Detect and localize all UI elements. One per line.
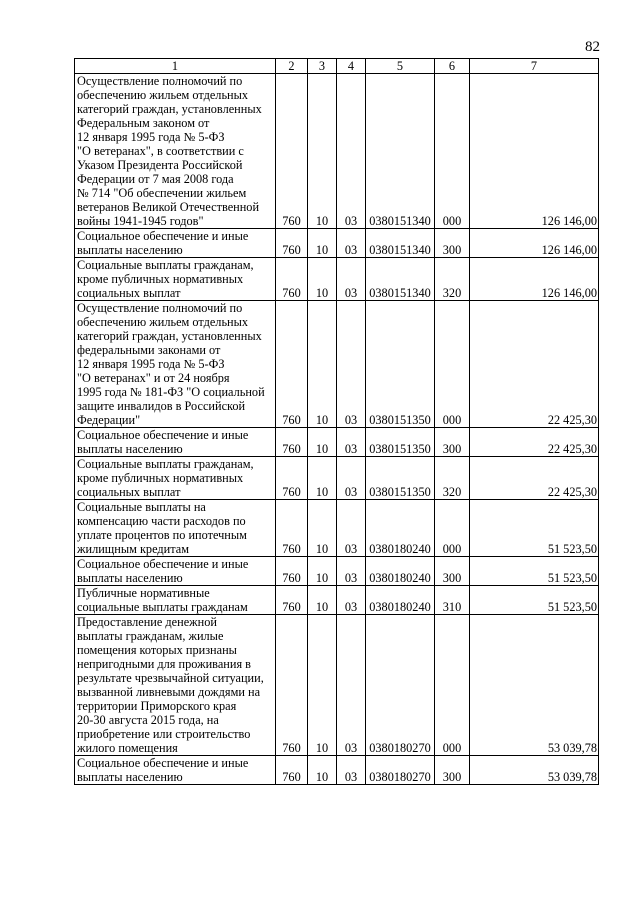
row-subsection-cell: 03 — [337, 586, 366, 615]
row-name-cell: Социальные выплаты гражданам, кроме публичных нормативных социальных выплат — [75, 457, 276, 500]
row-amount-cell: 126 146,00 — [470, 258, 599, 301]
row-name-cell: Осуществление полномочий по обеспечению жильем отдельных категорий граждан, установленных федеральными законами от 12 января 1995 года № 5-ФЗ "О ветеранах" и от 24 ноября 1995 года № 181-ФЗ "О социальной защите инвалидов в Российской Федерации" — [75, 301, 276, 428]
table-row — [75, 74, 599, 229]
row-expense-type-cell: 300 — [435, 557, 470, 586]
row-target-code-cell: 0380151340 — [366, 74, 435, 229]
row-grbs-cell: 760 — [276, 301, 308, 428]
row-expense-type-cell: 320 — [435, 258, 470, 301]
header-col-3: 3 — [308, 59, 337, 74]
row-amount-cell: 22 425,30 — [470, 301, 599, 428]
table-header — [75, 59, 599, 74]
row-target-code-cell: 0380151340 — [366, 229, 435, 258]
row-section-cell: 10 — [308, 586, 337, 615]
row-name-cell: Публичные нормативные социальные выплаты гражданам — [75, 586, 276, 615]
row-amount-cell: 51 523,50 — [470, 557, 599, 586]
page-number: 82 — [585, 39, 600, 55]
table-row — [75, 258, 599, 301]
row-subsection-cell: 03 — [337, 301, 366, 428]
row-expense-type-cell: 310 — [435, 586, 470, 615]
row-target-code-cell: 0380151340 — [366, 258, 435, 301]
row-grbs-cell: 760 — [276, 500, 308, 557]
budget-table — [74, 58, 599, 785]
table-row — [75, 756, 599, 785]
header-col-6: 6 — [435, 59, 470, 74]
header-col-2: 2 — [276, 59, 308, 74]
row-amount-cell: 53 039,78 — [470, 615, 599, 756]
row-section-cell: 10 — [308, 229, 337, 258]
header-col-1: 1 — [75, 59, 276, 74]
row-subsection-cell: 03 — [337, 258, 366, 301]
row-target-code-cell: 0380151350 — [366, 457, 435, 500]
row-name-cell: Социальное обеспечение и иные выплаты населению — [75, 557, 276, 586]
table-row — [75, 457, 599, 500]
row-expense-type-cell: 300 — [435, 756, 470, 785]
row-section-cell: 10 — [308, 258, 337, 301]
row-subsection-cell: 03 — [337, 74, 366, 229]
row-name-cell: Социальное обеспечение и иные выплаты населению — [75, 229, 276, 258]
row-grbs-cell: 760 — [276, 557, 308, 586]
row-subsection-cell: 03 — [337, 756, 366, 785]
row-amount-cell: 22 425,30 — [470, 457, 599, 500]
row-grbs-cell: 760 — [276, 229, 308, 258]
table-row — [75, 229, 599, 258]
row-amount-cell: 126 146,00 — [470, 74, 599, 229]
table-row — [75, 557, 599, 586]
row-grbs-cell: 760 — [276, 428, 308, 457]
row-expense-type-cell: 320 — [435, 457, 470, 500]
row-grbs-cell: 760 — [276, 74, 308, 229]
row-target-code-cell: 0380180270 — [366, 615, 435, 756]
table-body — [75, 74, 599, 785]
row-grbs-cell: 760 — [276, 756, 308, 785]
row-amount-cell: 126 146,00 — [470, 229, 599, 258]
row-expense-type-cell: 000 — [435, 500, 470, 557]
table-row — [75, 586, 599, 615]
row-name-cell: Осуществление полномочий по обеспечению жильем отдельных категорий граждан, установленных Федеральным законом от 12 января 1995 года № 5-ФЗ "О ветеранах", в соответствии с Указом Президента Российской Федерации от 7 мая 2008 года № 714 "Об обеспечении жильем ветеранов Великой Отечественной войны 1941-1945 годов" — [75, 74, 276, 229]
row-name-cell: Социальные выплаты гражданам, кроме публичных нормативных социальных выплат — [75, 258, 276, 301]
row-expense-type-cell: 000 — [435, 74, 470, 229]
row-section-cell: 10 — [308, 428, 337, 457]
row-subsection-cell: 03 — [337, 615, 366, 756]
table-row — [75, 428, 599, 457]
header-col-7: 7 — [470, 59, 599, 74]
row-name-cell: Социальное обеспечение и иные выплаты населению — [75, 428, 276, 457]
table-row — [75, 301, 599, 428]
row-target-code-cell: 0380180240 — [366, 586, 435, 615]
row-grbs-cell: 760 — [276, 615, 308, 756]
row-section-cell: 10 — [308, 557, 337, 586]
row-name-cell: Социальное обеспечение и иные выплаты населению — [75, 756, 276, 785]
row-target-code-cell: 0380151350 — [366, 428, 435, 457]
row-subsection-cell: 03 — [337, 457, 366, 500]
row-amount-cell: 22 425,30 — [470, 428, 599, 457]
row-grbs-cell: 760 — [276, 586, 308, 615]
row-name-cell: Предоставление денежной выплаты гражданам, жилые помещения которых признаны непригодными для проживания в результате чрезвычайной ситуации, вызванной ливневыми дождями на территории Приморского края 20-30 августа 2015 года, на приобретение или строительство жилого помещения — [75, 615, 276, 756]
header-col-4: 4 — [337, 59, 366, 74]
row-expense-type-cell: 000 — [435, 301, 470, 428]
row-expense-type-cell: 000 — [435, 615, 470, 756]
row-subsection-cell: 03 — [337, 428, 366, 457]
row-subsection-cell: 03 — [337, 500, 366, 557]
row-grbs-cell: 760 — [276, 258, 308, 301]
row-target-code-cell: 0380180240 — [366, 500, 435, 557]
table-row — [75, 500, 599, 557]
row-name-cell: Социальные выплаты на компенсацию части расходов по уплате процентов по ипотечным жилищным кредитам — [75, 500, 276, 557]
row-subsection-cell: 03 — [337, 557, 366, 586]
header-row — [75, 59, 599, 74]
row-target-code-cell: 0380151350 — [366, 301, 435, 428]
header-col-5: 5 — [366, 59, 435, 74]
table-row — [75, 615, 599, 756]
row-amount-cell: 51 523,50 — [470, 500, 599, 557]
row-grbs-cell: 760 — [276, 457, 308, 500]
row-amount-cell: 53 039,78 — [470, 756, 599, 785]
row-target-code-cell: 0380180270 — [366, 756, 435, 785]
row-target-code-cell: 0380180240 — [366, 557, 435, 586]
row-section-cell: 10 — [308, 301, 337, 428]
row-section-cell: 10 — [308, 615, 337, 756]
row-expense-type-cell: 300 — [435, 229, 470, 258]
row-section-cell: 10 — [308, 500, 337, 557]
row-section-cell: 10 — [308, 457, 337, 500]
row-section-cell: 10 — [308, 756, 337, 785]
row-expense-type-cell: 300 — [435, 428, 470, 457]
row-amount-cell: 51 523,50 — [470, 586, 599, 615]
row-subsection-cell: 03 — [337, 229, 366, 258]
row-section-cell: 10 — [308, 74, 337, 229]
